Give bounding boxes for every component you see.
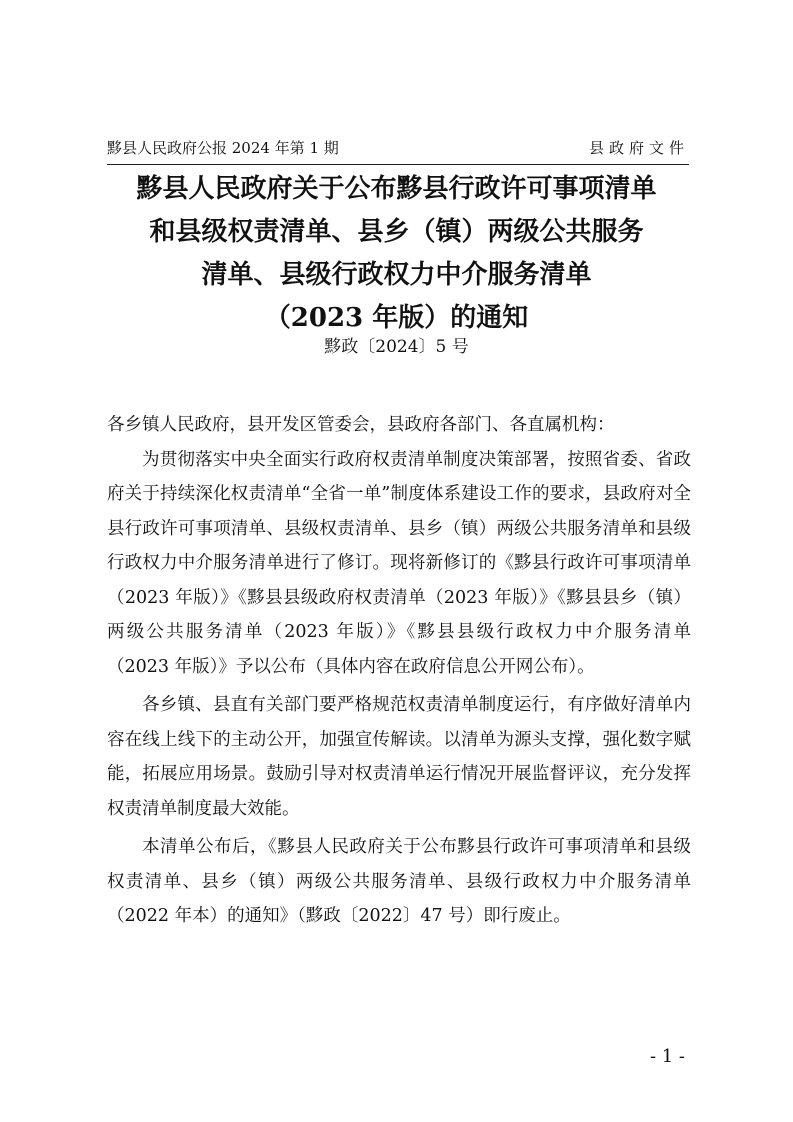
title-line: 黟县人民政府关于公布黟县行政许可事项清单 (136, 174, 657, 204)
body-paragraph: 本清单公布后，《黟县人民政府关于公布黟县行政许可事项清单和县级权责清单、县乡（镇）两级公共服务清单、县级行政权力中介服务清单（2022 年本）的通知》（黟政〔2022〕47 号）即行废止。 (107, 837, 691, 926)
body-paragraph: 为贯彻落实中央全面实行政府权责清单制度决策部署，按照省委、省政府关于持续深化权责清单“全省一单”制度体系建设工作的要求，县政府对全县行政许可事项清单、县级权责清单、县乡（镇）两级公共服务清单和县级行政权力中介服务清单进行了修订。现将新修订的《黟县行政许可事项清单（2023 年版）》《黟县县级政府权责清单（2023 年版）》《黟县县乡（镇）两级公共服务清单（2023 年版）》《黟县县级行政权力中介服务清单（2023 年版）》予以公布（具体内容在政府信息公开网公布）。 (107, 449, 691, 677)
title-line: 清单、县级行政权力中介服务清单 (201, 260, 592, 290)
document-number: 黟政〔2024〕5 号 (324, 337, 469, 357)
gazette-issue: 黟县人民政府公报 2024 年第 1 期 (107, 139, 339, 157)
document-category: 县政府文件 (588, 139, 689, 157)
body-paragraph: 各乡镇、县直有关部门要严格规范权责清单制度运行，有序做好清单内容在线上线下的主动公开，加强宣传解读。以清单为源头支撑，强化数字赋能，拓展应用场景。鼓励引导对权责清单运行情况开展监督评议，充分发挥权责清单制度最大效能。 (107, 695, 691, 819)
title-line: 和县级权责清单、县乡（镇）两级公共服务 (149, 217, 644, 247)
document-title (80, 168, 713, 340)
document-body (107, 408, 691, 938)
title-line: （2023 年版）的通知 (264, 303, 529, 333)
page-number: - 1 - (649, 1046, 685, 1067)
page-header (107, 138, 689, 165)
salutation: 各乡镇人民政府，县开发区管委会，县政府各部门、各直属机构： (107, 415, 615, 435)
